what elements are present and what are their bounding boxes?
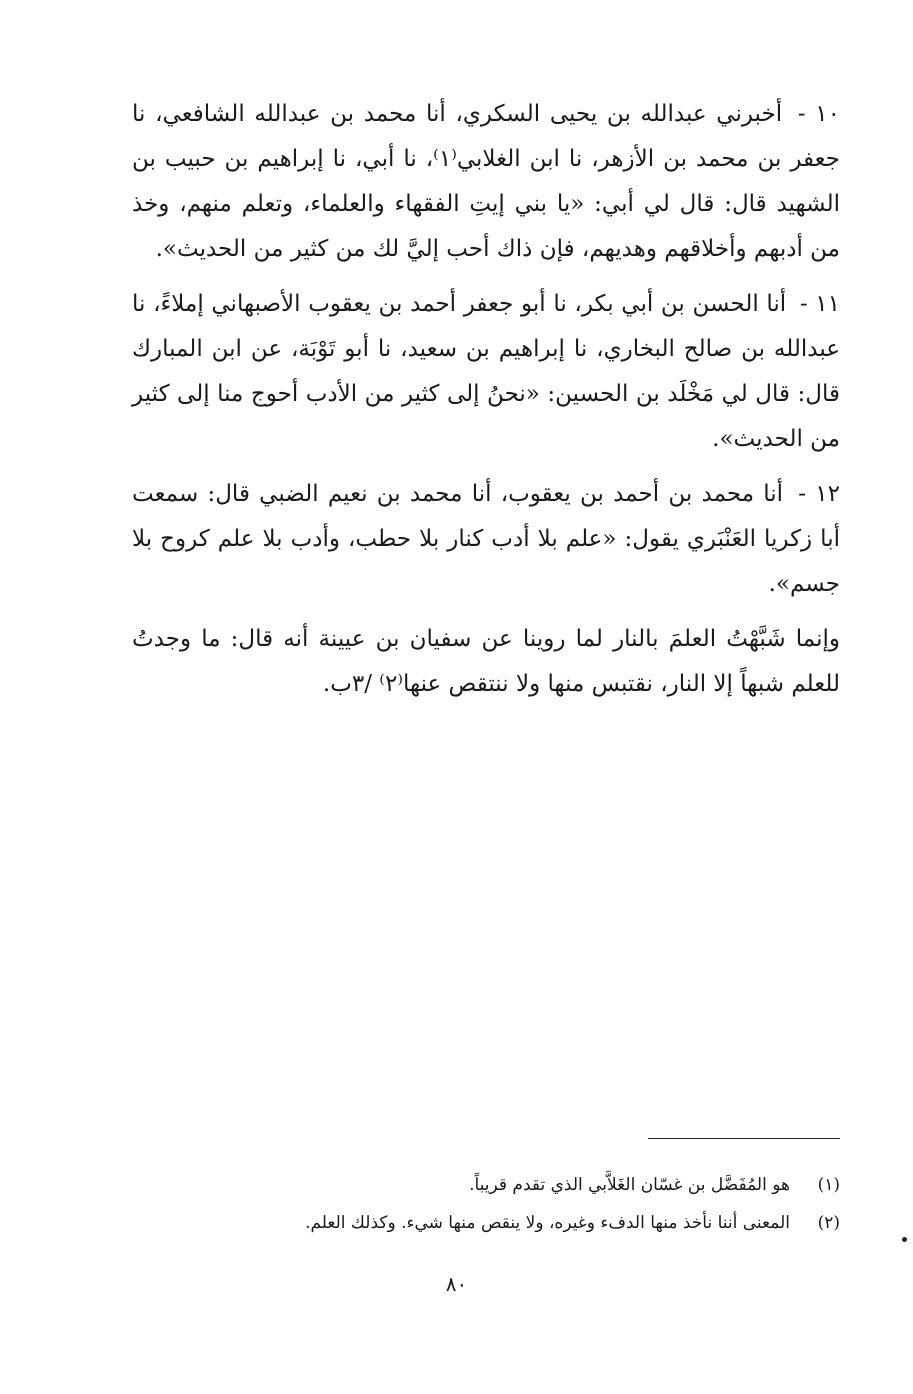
paragraph-closing	[132, 617, 840, 707]
page-number: ٨٠	[445, 1272, 468, 1296]
paragraph-12	[132, 472, 840, 607]
paragraph-10	[132, 92, 840, 272]
footnote-mark: (٢)	[817, 1213, 840, 1233]
footnote-divider	[648, 1138, 840, 1139]
paragraph-text: أنا الحسن بن أبي بكر، نا أبو جعفر أحمد بن يعقوب الأصبهاني إملاءً، نا عبدالله بن صالح البخاري، نا إبراهيم بن سعيد، نا أبو تَوْبَة، عن ابن المبارك قال: قال لي مَخْلَد بن الحسين: «نحنُ إلى كثير من الأدب أحوج منا إلى كثير من الحديث».	[132, 291, 840, 452]
footnotes	[132, 1166, 840, 1242]
footnote-mark: (١)	[817, 1175, 840, 1195]
paragraph-text: أخبرني عبدالله بن يحيى السكري، أنا محمد بن عبدالله الشافعي، نا جعفر بن محمد بن الأزهر، نا ابن الغلابي⁽١⁾، نا أبي، نا إبراهيم بن حبيب بن الشهيد قال: قال لي أبي: «يا بني إيتِ الفقهاء والعلماء، وتعلم منهم، وخذ من أدبهم وأخلاقهم وهديهم، فإن ذاك أحب إليَّ لك من كثير من الحديث».	[132, 101, 840, 262]
footnote-1	[132, 1166, 840, 1204]
footnote-text: المعنى أننا نأخذ منها الدفء وغيره، ولا ينقص منها شيء. وكذلك العلم.	[305, 1213, 790, 1233]
margin-dot	[902, 1237, 907, 1242]
paragraph-number: ١٠ -	[797, 101, 840, 127]
paragraph-text: أنا محمد بن أحمد بن يعقوب، أنا محمد بن نعيم الضبي قال: سمعت أبا زكريا العَنْبَري يقول: «علم بلا أدب كنار بلا حطب، وأدب بلا علم كروح بلا جسم».	[132, 481, 840, 597]
main-text	[132, 92, 840, 717]
footnote-text: هو المُفَضَّل بن غسّان الغَلاَّبي الذي تقدم قريباً.	[469, 1175, 790, 1195]
paragraph-11	[132, 282, 840, 462]
paragraph-text: وإنما شَبَّهْتُ العلمَ بالنار لما روينا عن سفيان بن عيينة أنه قال: ما وجدتُ للعلم شبهاً إلا النار، نقتبس منها ولا ننتقص عنها⁽٢⁾ /٣ب.	[132, 626, 840, 697]
footnote-2	[132, 1204, 840, 1242]
paragraph-number: ١١ -	[799, 291, 840, 317]
paragraph-number: ١٢ -	[798, 481, 841, 507]
